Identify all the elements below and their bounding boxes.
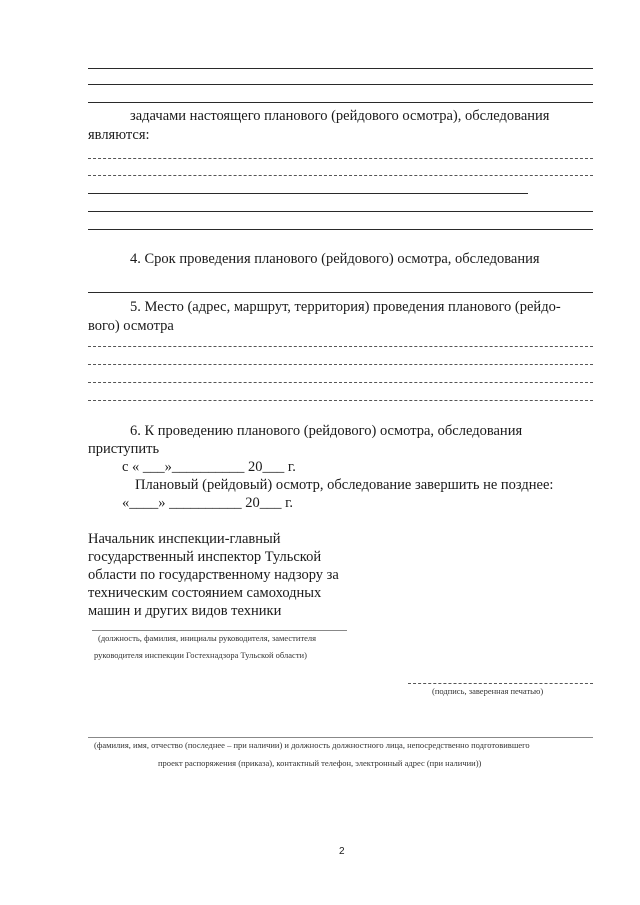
section-6-continuation: приступить (88, 441, 160, 457)
executor-caption: (фамилия, имя, отчество (последнее – при наличии) и должность должностного лица, непосредственно подготовившего (94, 740, 530, 750)
blank-line (88, 229, 593, 230)
blank-line (88, 292, 593, 293)
position-caption: (должность, фамилия, инициалы руководителя, заместителя (98, 633, 317, 643)
end-date: «____» __________ 20___ г. (122, 495, 294, 511)
tasks-intro: задачами настоящего планового (рейдового осмотра), обследования (130, 108, 550, 124)
section-5-heading: 5. Место (адрес, маршрут, территория) проведения планового (рейдо- (130, 299, 561, 315)
blank-line (88, 84, 593, 85)
blank-line (88, 68, 593, 69)
signature-caption: (подпись, заверенная печатью) (432, 686, 544, 696)
signatory-line: техническим состоянием самоходных (88, 585, 322, 601)
section-6-heading: 6. К проведению планового (рейдового) осмотра, обследования (130, 423, 523, 439)
blank-line (88, 175, 593, 176)
blank-line (88, 364, 593, 365)
section-4-heading: 4. Срок проведения планового (рейдового) осмотра, обследования (130, 251, 540, 267)
blank-line (88, 346, 593, 347)
position-line (92, 630, 347, 631)
blank-line (88, 158, 593, 159)
section-5-continuation: вого) осмотра (88, 318, 174, 334)
end-date-label: Плановый (рейдовый) осмотр, обследование завершить не позднее: (135, 477, 554, 493)
signatory-line: области по государственному надзору за (88, 567, 339, 583)
executor-line (88, 737, 593, 738)
blank-line (88, 193, 528, 194)
blank-line (88, 211, 593, 212)
blank-line (88, 102, 593, 103)
page-number: 2 (339, 846, 345, 857)
executor-caption: проект распоряжения (приказа), контактный телефон, электронный адрес (при наличии)) (158, 758, 482, 768)
blank-line (88, 400, 593, 401)
position-caption: руководителя инспекции Гостехнадзора Тульской области) (94, 650, 307, 660)
signatory-line: Начальник инспекции-главный (88, 531, 281, 547)
signature-line (408, 683, 593, 684)
signatory-line: государственный инспектор Тульской (88, 549, 322, 565)
start-date: с « ___»__________ 20___ г. (122, 459, 296, 475)
tasks-are: являются: (88, 127, 150, 143)
blank-line (88, 382, 593, 383)
signatory-line: машин и других видов техники (88, 603, 282, 619)
